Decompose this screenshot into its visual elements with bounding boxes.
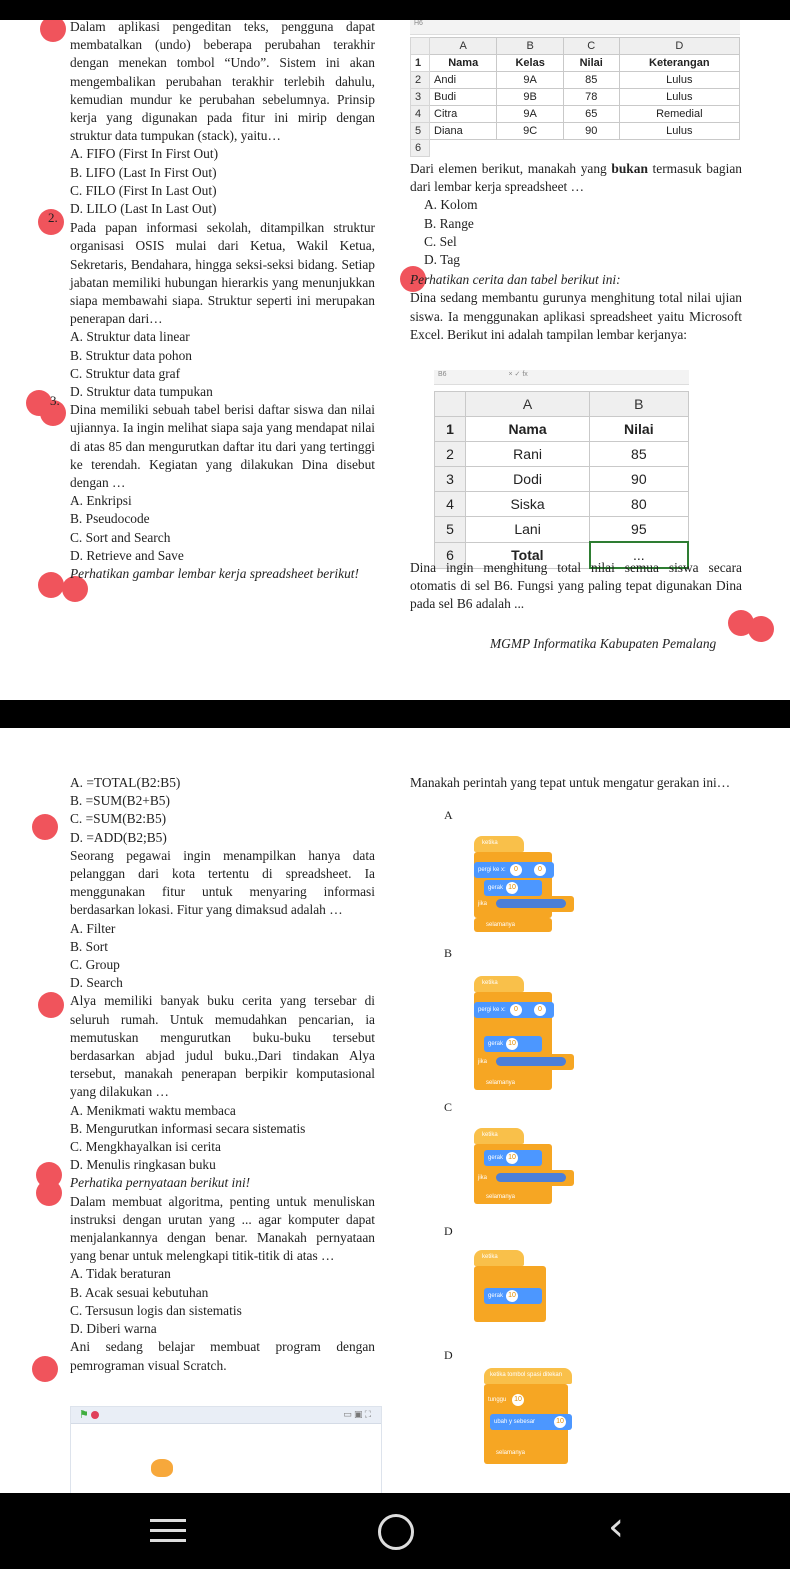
q7-option-a: A. Menikmati waktu membaca	[70, 1102, 236, 1118]
page-footer: MGMP Informatika Kabupaten Pemalang	[490, 636, 717, 651]
right-column-p1	[410, 160, 742, 344]
header-cell: Nilai	[563, 55, 619, 72]
left-column-p1	[70, 20, 375, 583]
scratch-script-b	[474, 976, 574, 1096]
q3-number: 3.	[50, 393, 60, 408]
q5-text: Dina sedang membantu gurunya menghitung total nilai ujian siswa. Ia menggunakan aplikasi spreadsheet yaitu Microsoft Excel. Berikut ini adalah tampilan lembar kerjanya:	[410, 290, 742, 342]
q8-option-d: D. Diberi warna	[70, 1321, 157, 1337]
when-flag-block: ketika	[474, 1128, 524, 1144]
move-block: gerak 10	[484, 880, 542, 896]
q5-option-c: C. =SUM(B2:B5)	[70, 811, 167, 827]
cell: Dodi	[466, 467, 590, 492]
q3-text: Dina memiliki sebuah tabel berisi daftar siswa dan nilai ujiannya. Ia ingin melihat siapa saja yang mendapat nilai di atas 85 dan mengurutkan daftar itu dari yang tertinggi ke terendah. Kegiatan yang dilakukan Dina disebut dengan …	[70, 402, 375, 491]
spreadsheet-1-table: A B C D 1 Nama Kelas Nilai Keterangan 2 Andi 9A 85 Lulus 3 Budi 9B 78 Lulus 4 Citra 9A 65 Remedial 5 Diana 9C 90 Lulus 6	[410, 37, 740, 157]
highlight-dot	[32, 1356, 58, 1382]
cell: 9B	[497, 89, 563, 106]
goto-block: pergi ke x: 0 0	[474, 862, 554, 878]
q6-option-a: A. Filter	[70, 920, 116, 936]
right-column-p1-bottom	[410, 559, 742, 614]
header-cell: Kelas	[497, 55, 563, 72]
q2-number: 2.	[48, 210, 58, 225]
q6-option-d: D. Search	[70, 975, 123, 991]
q3-option-c: C. Sort and Search	[70, 529, 171, 545]
status-bar	[0, 0, 790, 20]
q9-text: Ani sedang belajar membuat program dengan pemrograman visual Scratch.	[70, 1339, 375, 1373]
highlight-dot	[38, 992, 64, 1018]
q6-option-c: C. Group	[70, 957, 120, 973]
q3-option-b: B. Pseudocode	[70, 511, 150, 527]
col-header: B	[590, 392, 688, 417]
cell: 9A	[497, 106, 563, 123]
q5-intro: Perhatikan cerita dan tabel berikut ini:	[410, 272, 621, 288]
cell: Lulus	[619, 123, 739, 140]
if-edge-block: jika	[474, 1170, 574, 1186]
goto-block: pergi ke x: 0 0	[474, 1002, 554, 1018]
cell: Andi	[430, 72, 497, 89]
q3-option-d: D. Retrieve and Save	[70, 547, 184, 563]
highlight-dot	[32, 814, 58, 840]
q7-option-b: B. Mengurutkan informasi secara sistematis	[70, 1120, 306, 1136]
navigation-bar	[0, 1493, 790, 1569]
q1-option-a: A. FIFO (First In First Out)	[70, 146, 219, 162]
q1-option-d: D. LILO (Last In Last Out)	[70, 201, 217, 217]
highlight-dot	[748, 616, 774, 642]
cell: Remedial	[619, 106, 739, 123]
q8-text: Dalam membuat algoritma, penting untuk menuliskan instruksi dengan urutan yang ... agar komputer dapat menjalankannya dengan benar. Manakah pernyataan yang benar untuk melengkapi titik-titik di atas …	[70, 1193, 375, 1264]
q6-text: Seorang pegawai ingin menampilkan hanya data pelanggan dari kota tertentu di spreadsheet. Ia menggunakan fitur untuk menyaring informasi berdasarkan lokasi. Fitur yang dimaksud adalah …	[70, 847, 375, 918]
option-label-d2: D	[444, 1348, 453, 1362]
if-edge-block: jika	[474, 896, 574, 912]
header-cell: Keterangan	[619, 55, 739, 72]
cell: 85	[590, 442, 688, 467]
move-block: gerak 10	[484, 1288, 542, 1304]
selected-cell-b6: ...	[590, 542, 688, 568]
forever-end: selamanya	[474, 1076, 552, 1090]
forever-end: selamanya	[484, 1446, 568, 1460]
q2-option-c: C. Struktur data graf	[70, 365, 181, 381]
q4-option-a: A. Kolom	[424, 197, 478, 213]
forever-end: selamanya	[474, 918, 552, 932]
q5-text2: Dina ingin menghitung total nilai semua siswa secara otomatis di sel B6. Fungsi yang paling tepat digunakan Dina pada sel B6 adalah ...	[410, 560, 742, 612]
home-icon[interactable]	[378, 1514, 414, 1550]
scratch-script-c	[474, 1128, 574, 1208]
q7-option-c: C. Mengkhayalkan isi cerita	[70, 1139, 221, 1155]
cell: 95	[590, 517, 688, 543]
formula-bar: B6 × ✓ fx	[434, 370, 689, 385]
q2-option-a: A. Struktur data linear	[70, 329, 190, 345]
header-cell: Nilai	[590, 417, 688, 442]
col-header: A	[466, 392, 590, 417]
q1-text: Dalam aplikasi pengeditan teks, pengguna dapat membatalkan (undo) beberapa perubahan terakhir dengan menekan tombol “Undo”. Sistem ini akan mengembalikan perubahan terakhir terlebih dahulu, kemudian mundur ke perubahan sebelumnya. Prinsip kerja yang digunakan pada fitur ini mirip dengan struktur data tumpukan (stack), yaitu…	[70, 20, 375, 144]
when-flag-block: ketika	[474, 976, 524, 992]
when-flag-block: ketika	[474, 1250, 524, 1266]
total-cell: Total	[466, 542, 590, 568]
page-divider	[0, 700, 790, 728]
back-icon[interactable]: ‹	[608, 1504, 624, 1550]
scratch-script-a	[474, 836, 574, 938]
scratch-script-d2	[484, 1368, 576, 1468]
cell: 78	[563, 89, 619, 106]
q8-intro: Perhatika pernyataan berikut ini!	[70, 1175, 251, 1191]
col-header: B	[497, 38, 563, 55]
q5-option-a: A. =TOTAL(B2:B5)	[70, 775, 181, 790]
q4-option-b: B. Range	[424, 215, 474, 231]
q7-option-d: D. Menulis ringkasan buku	[70, 1157, 216, 1173]
recent-apps-icon[interactable]	[150, 1519, 186, 1542]
right-column-p2	[410, 774, 742, 792]
q9-question: Manakah perintah yang tepat untuk mengatur gerakan ini…	[410, 775, 731, 790]
q1-option-b: B. LIFO (Last In First Out)	[70, 164, 217, 180]
q4-text: Dari elemen berikut, manakah yang bukan termasuk bagian dari lembar kerja spreadsheet …	[410, 161, 742, 195]
move-block: gerak 10	[484, 1150, 542, 1166]
green-flag-icon[interactable]: ⚑	[79, 1409, 89, 1421]
scratch-script-d	[474, 1250, 554, 1330]
left-column-p2	[70, 774, 375, 1375]
highlight-dot	[38, 572, 64, 598]
q8-option-b: B. Acak sesuai kebutuhan	[70, 1284, 209, 1300]
q6-option-b: B. Sort	[70, 938, 108, 954]
cell: 9A	[497, 72, 563, 89]
cell: Diana	[430, 123, 497, 140]
cell: 90	[563, 123, 619, 140]
wait-block: tunggu 10	[484, 1392, 544, 1408]
col-header: A	[430, 38, 497, 55]
q4-option-c: C. Sel	[424, 233, 457, 249]
stop-icon[interactable]	[91, 1411, 99, 1419]
cell: Budi	[430, 89, 497, 106]
option-label-d: D	[444, 1224, 453, 1238]
col-header: C	[563, 38, 619, 55]
q4-option-d: D. Tag	[424, 252, 461, 268]
layout-icon[interactable]: ▭ ▣ ⛶	[343, 1409, 371, 1419]
option-label-c: C	[444, 1100, 453, 1114]
cell: Lulus	[619, 72, 739, 89]
q2-option-d: D. Struktur data tumpukan	[70, 384, 213, 400]
cell: Rani	[466, 442, 590, 467]
change-y-block: ubah y sebesar 10	[490, 1414, 572, 1430]
cell: Citra	[430, 106, 497, 123]
scratch-stage	[70, 1406, 382, 1493]
cell: Lulus	[619, 89, 739, 106]
q3-option-a: A. Enkripsi	[70, 493, 132, 509]
q5-option-d: D. =ADD(B2;B5)	[70, 829, 167, 845]
scratch-toolbar	[71, 1407, 381, 1424]
q7-text: Alya memiliki banyak buku cerita yang tersebar di seluruh rumah. Untuk memudahkan pencarian, ia memutuskan mengurutkan buku-buku tersebut berdasarkan abjad judul buku.,Dari tindakan Alya tersebut, manakah penerapan berpikir komputasional yang dilakukan …	[70, 993, 375, 1100]
cell: 9C	[497, 123, 563, 140]
document-page-1	[0, 20, 790, 700]
when-flag-block: ketika	[474, 836, 524, 852]
q5-option-b: B. =SUM(B2+B5)	[70, 793, 170, 809]
q2-text: Pada papan informasi sekolah, ditampilkan struktur organisasi OSIS mulai dari Ketua, Wakil Ketua, Sekretaris, Bendahara, hingga seksi-seksi bidang. Setiap jabatan memiliki hubungan hierarkis yang menunjukkan siapa membawahi siapa. Struktur seperti ini merupakan penerapan dari…	[70, 220, 375, 327]
header-cell: Nama	[430, 55, 497, 72]
highlight-dot	[36, 1180, 62, 1206]
cat-sprite	[151, 1459, 173, 1477]
spreadsheet-2	[434, 370, 689, 569]
cell: 90	[590, 467, 688, 492]
q4-intro: Perhatikan gambar lembar kerja spreadsheet berikut!	[70, 566, 359, 582]
if-edge-block: jika	[474, 1054, 574, 1070]
cell: 85	[563, 72, 619, 89]
option-label-a: A	[444, 808, 453, 822]
formula-bar: H6	[410, 20, 740, 35]
cell: 65	[563, 106, 619, 123]
cell: Siska	[466, 492, 590, 517]
when-key-block: ketika tombol spasi ditekan	[484, 1368, 572, 1384]
col-header: D	[619, 38, 739, 55]
q8-option-a: A. Tidak beraturan	[70, 1266, 171, 1282]
q2-option-b: B. Struktur data pohon	[70, 347, 192, 363]
spreadsheet-2-table: A B 1 Nama Nilai 2 Rani 85 3 Dodi 90 4 Siska 80 5 Lani 95 6 Total ...	[434, 391, 689, 569]
move-block: gerak 10	[484, 1036, 542, 1052]
q8-option-c: C. Tersusun logis dan sistematis	[70, 1302, 242, 1318]
header-cell: Nama	[466, 417, 590, 442]
cell: 80	[590, 492, 688, 517]
option-label-b: B	[444, 946, 453, 960]
spreadsheet-1	[410, 20, 740, 157]
highlight-dot	[40, 20, 66, 42]
forever-end: selamanya	[474, 1190, 552, 1204]
cell: Lani	[466, 517, 590, 543]
document-page-2	[0, 728, 790, 1493]
q1-option-c: C. FILO (First In Last Out)	[70, 182, 217, 198]
